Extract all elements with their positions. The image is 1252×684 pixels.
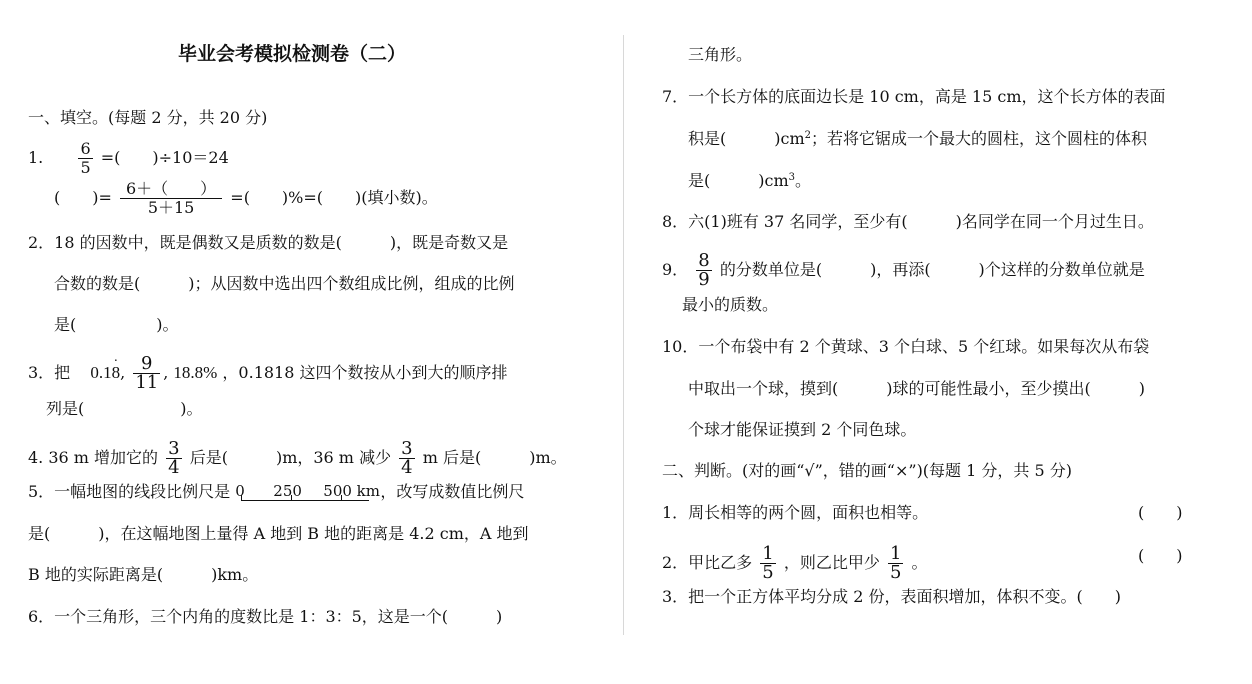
q4-c: m 后是( )m。 (422, 448, 567, 467)
right-column (632, 0, 1252, 684)
q9-frac-num: 8 (698, 250, 710, 271)
q10-line1: 10．一个布袋中有 2 个黄球、3 个白球、5 个红球。如果每次从布袋 (662, 337, 1150, 356)
q4-fraction2 (399, 440, 414, 477)
q7-line1: 7．一个长方体的底面边长是 10 cm，高是 15 cm，这个长方体的表面 (662, 87, 1166, 106)
q5-a: 5．一幅地图的线段比例尺是 (28, 482, 231, 501)
q7-l3-sup: 3 (788, 172, 795, 183)
q3-n1-repeating-digit: · 8 (112, 363, 121, 382)
q3-frac-num: 9 (141, 353, 153, 374)
q3-fraction (133, 355, 160, 392)
j2-line (662, 545, 928, 582)
scale-bar-label-0: 0 (235, 481, 245, 500)
j2-f1-den: 5 (762, 562, 774, 583)
j2-fraction2 (888, 545, 903, 582)
j2-f2-den: 5 (889, 562, 902, 583)
q4-b: 后是( )m，36 m 减少 (189, 448, 392, 467)
q4-f2-num: 3 (401, 438, 413, 459)
q1-line1-rest: =( )÷10＝24 (100, 148, 229, 167)
q4-f1-den: 4 (168, 457, 180, 478)
q7-l2-a: 积是( )cm (688, 129, 805, 148)
q4-fraction1 (166, 440, 181, 477)
q3-rest: ，0.1818 这四个数按从小到大的顺序排 (222, 363, 508, 382)
scale-bar-figure (235, 481, 380, 504)
q8-line: 8．六(1)班有 37 名同学，至少有( )名同学在同一个月过生日。 (662, 212, 1154, 231)
q5-line3: B 地的实际距离是( )km。 (28, 565, 259, 584)
q3-line1 (28, 355, 508, 392)
q9-line1 (662, 252, 1145, 289)
q4-a: 4. 36 m 增加它的 (28, 448, 159, 467)
q2-line2: 合数的数是( )；从因数中选出四个数组成比例，组成的比例 (54, 274, 515, 293)
j2-b: ，则乙比甲少 (783, 553, 880, 572)
column-divider (623, 35, 624, 635)
j3-line: 3．把一个正方体平均分成 2 份，表面积增加，体积不变。( ) (662, 587, 1122, 606)
j2-fraction1 (760, 545, 775, 582)
q9-b: 的分数单位是( )，再添( )个这样的分数单位就是 (719, 260, 1145, 279)
j2-a: 2．甲比乙多 (662, 553, 753, 572)
q10-line3: 个球才能保证摸到 2 个同色球。 (688, 420, 917, 439)
q1-l2-a: ( )= (54, 188, 112, 207)
section2-header: 二、判断。(对的画“√”，错的画“×”)(每题 1 分，共 5 分) (662, 461, 1072, 480)
q7-l2-sup: 2 (804, 130, 811, 141)
q3-frac-den: 11 (135, 372, 159, 393)
q4-line (28, 440, 567, 477)
q3-number3: 18.8% (173, 363, 218, 382)
q3-sep2: , (163, 363, 169, 382)
q9-fraction (696, 252, 711, 289)
section1-header: 一、填空。(每题 2 分，共 20 分) (28, 108, 268, 127)
page-title: 毕业会考模拟检测卷（二） (178, 43, 407, 65)
q7-l3-b: 。 (795, 171, 812, 190)
q1-l2-fraction (120, 180, 222, 217)
q3-number1 (90, 363, 120, 382)
j1-line: 1．周长相等的两个圆，面积也相等。 (662, 503, 929, 522)
q6-continuation: 三角形。 (688, 45, 753, 64)
left-column (0, 0, 622, 684)
j2-f2-num: 1 (889, 543, 902, 564)
q4-f1-num: 3 (168, 438, 180, 459)
j2-f1-num: 1 (762, 543, 774, 564)
q1-line1 (28, 140, 229, 177)
q3-sep1: , (120, 363, 126, 382)
q9-frac-den: 9 (698, 269, 710, 290)
q5-line1 (28, 481, 524, 504)
q1-frac-num: 6 (80, 139, 91, 158)
q1-number: 1. (28, 148, 44, 167)
q1-frac-den: 5 (80, 158, 91, 177)
j2-c: 。 (911, 553, 928, 572)
q1-line2 (54, 180, 438, 217)
q2-line1: 2．18 的因数中，既是偶数又是质数的数是( )，既是奇数又是 (28, 233, 509, 252)
q4-f2-den: 4 (401, 457, 413, 478)
q7-line3 (688, 170, 811, 192)
q7-l2-b: ；若将它锯成一个最大的圆柱，这个圆柱的体积 (811, 129, 1148, 148)
q1-fraction (78, 140, 92, 177)
scale-bar-label-500: 500 km (323, 481, 380, 500)
q1-l2-b: =( )%=( )(填小数)。 (230, 188, 438, 207)
q2-line3: 是( )。 (54, 315, 179, 334)
q5-line2: 是( )，在这幅地图上量得 A 地到 B 地的距离是 4.2 cm，A 地到 (28, 524, 529, 543)
q9-a: 9． (662, 260, 689, 279)
q3-n1-prefix: 0.1 (90, 363, 112, 382)
q5-b: ，改写成数值比例尺 (380, 482, 525, 501)
j1-answer-paren: ( ) (1138, 503, 1183, 522)
q7-l3-a: 是( )cm (688, 171, 789, 190)
j2-answer-paren: ( ) (1138, 546, 1183, 565)
q7-line2 (688, 128, 1147, 150)
q1-l2-frac-num: 6＋（ ） (126, 179, 217, 198)
q9-line2: 最小的质数。 (682, 295, 779, 314)
q3-a: 3．把 (28, 363, 71, 382)
q3-line2: 列是( )。 (46, 399, 203, 418)
q1-l2-frac-den: 5＋15 (120, 198, 222, 217)
q10-line2: 中取出一个球，摸到( )球的可能性最小，至少摸出( ) (688, 379, 1145, 398)
q6-line1: 6．一个三角形，三个内角的度数比是 1：3：5，这是一个( ) (28, 607, 503, 626)
scale-bar-label-250: 250 (273, 481, 302, 500)
